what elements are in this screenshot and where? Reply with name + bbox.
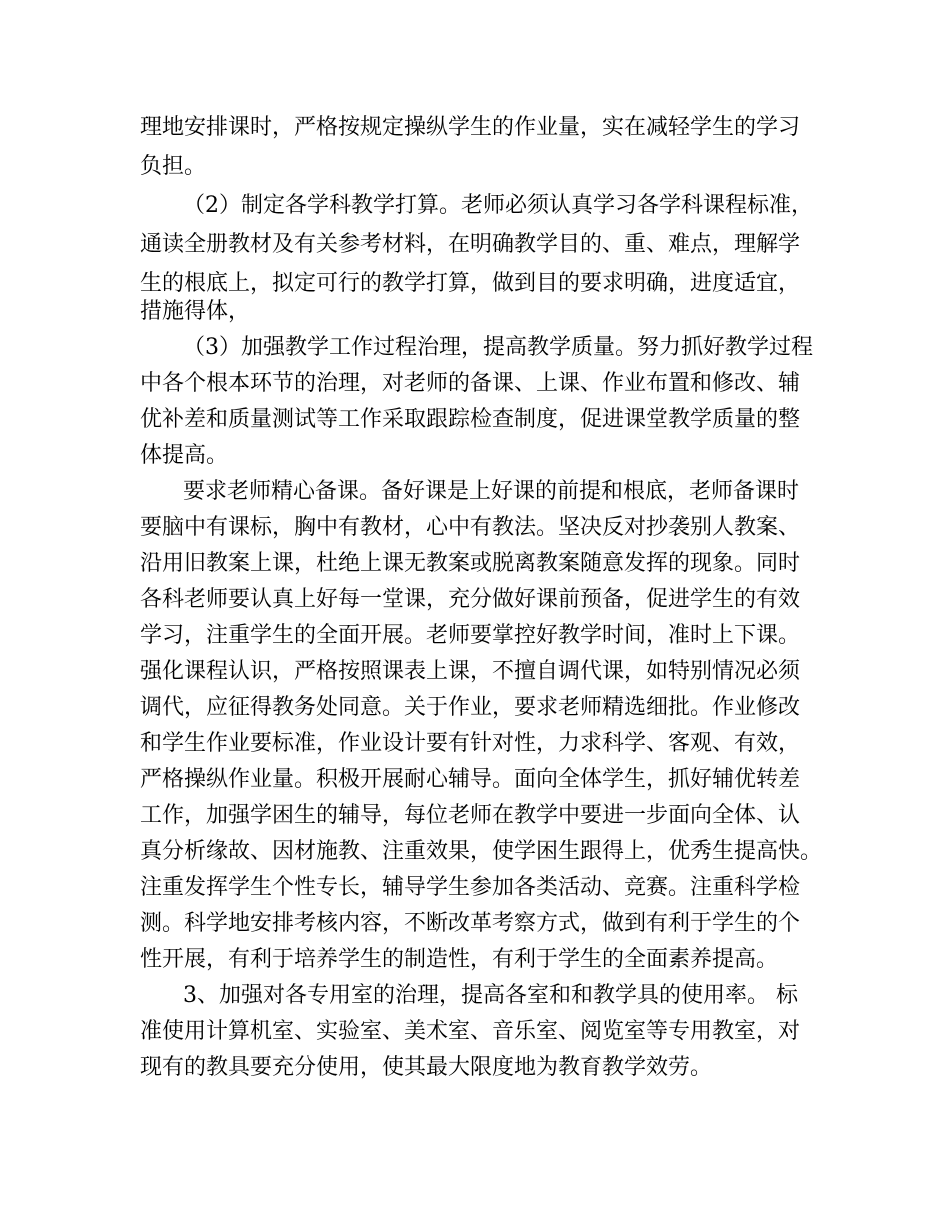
text-line: 沿用旧教案上课，杜绝上课无教案或脱离教案随意发挥的现象。同时 [140,551,801,576]
text-line: 负担。 [140,154,207,179]
text-line: 准使用计算机室、实验室、美术室、音乐室、阅览室等专用教室，对 [140,1019,801,1044]
text-line: 理地安排课时，严格按规定操纵学生的作业量，实在减轻学生的学习 [140,115,801,140]
text-line: 要脑中有课标，胸中有教材，心中有教法。坚决反对抄袭别人教案、 [140,515,801,540]
text-line: 通读全册教材及有关参考材料，在明确教学目的、重、难点，理解学 [140,232,801,257]
text-line: 现有的教具要充分使用，使其最大限度地为教育教学效劳。 [140,1055,713,1080]
text-line: （2）制定各学科教学打算。老师必须认真学习各学科课程标准， [183,193,813,218]
text-line: 优补差和质量测试等工作采取跟踪检查制度，促进课堂教学质量的整 [140,407,801,432]
text-line: 措施得体， [140,299,251,324]
text-line: 性开展，有利于培养学生的制造性，有利于学生的全面素养提高。 [140,947,779,972]
text-line: 注重发挥学生个性专长，辅导学生参加各类活动、竞赛。注重科学检 [140,875,801,900]
text-line: （3）加强教学工作过程治理，提高教学质量。努力抓好教学过程 [183,335,813,360]
text-line: 强化课程认识，严格按照课表上课，不擅自调代课，如特别情况必须 [140,659,801,684]
text-line: 调代，应征得教务处同意。关于作业，要求老师精选细批。作业修改 [140,695,801,720]
text-line: 各科老师要认真上好每一堂课，充分做好课前预备，促进学生的有效 [140,587,801,612]
text-line: 中各个根本环节的治理，对老师的备课、上课、作业布置和修改、辅 [140,371,801,396]
text-line: 要求老师精心备课。备好课是上好课的前提和根底，老师备课时 [183,479,800,504]
text-line: 生的根底上，拟定可行的教学打算，做到目的要求明确，进度适宜， [140,271,801,296]
text-line: 3、加强对各专用室的治理，提高各室和和教学具的使用率。 标 [183,983,798,1008]
text-line: 和学生作业要标准，作业设计要有针对性，力求科学、客观、有效， [140,731,801,756]
text-line: 真分析缘故、因材施教、注重效果，使学困生跟得上，优秀生提高快。 [140,839,823,864]
text-line: 体提高。 [140,443,229,468]
text-line: 严格操纵作业量。积极开展耐心辅导。面向全体学生，抓好辅优转差 [140,767,801,792]
text-line: 学习，注重学生的全面开展。老师要掌控好教学时间，准时上下课。 [140,623,801,648]
text-line: 工作，加强学困生的辅导，每位老师在教学中要进一步面向全体、认 [140,803,801,828]
text-line: 测。科学地安排考核内容，不断改革考察方式，做到有利于学生的个 [140,911,801,936]
